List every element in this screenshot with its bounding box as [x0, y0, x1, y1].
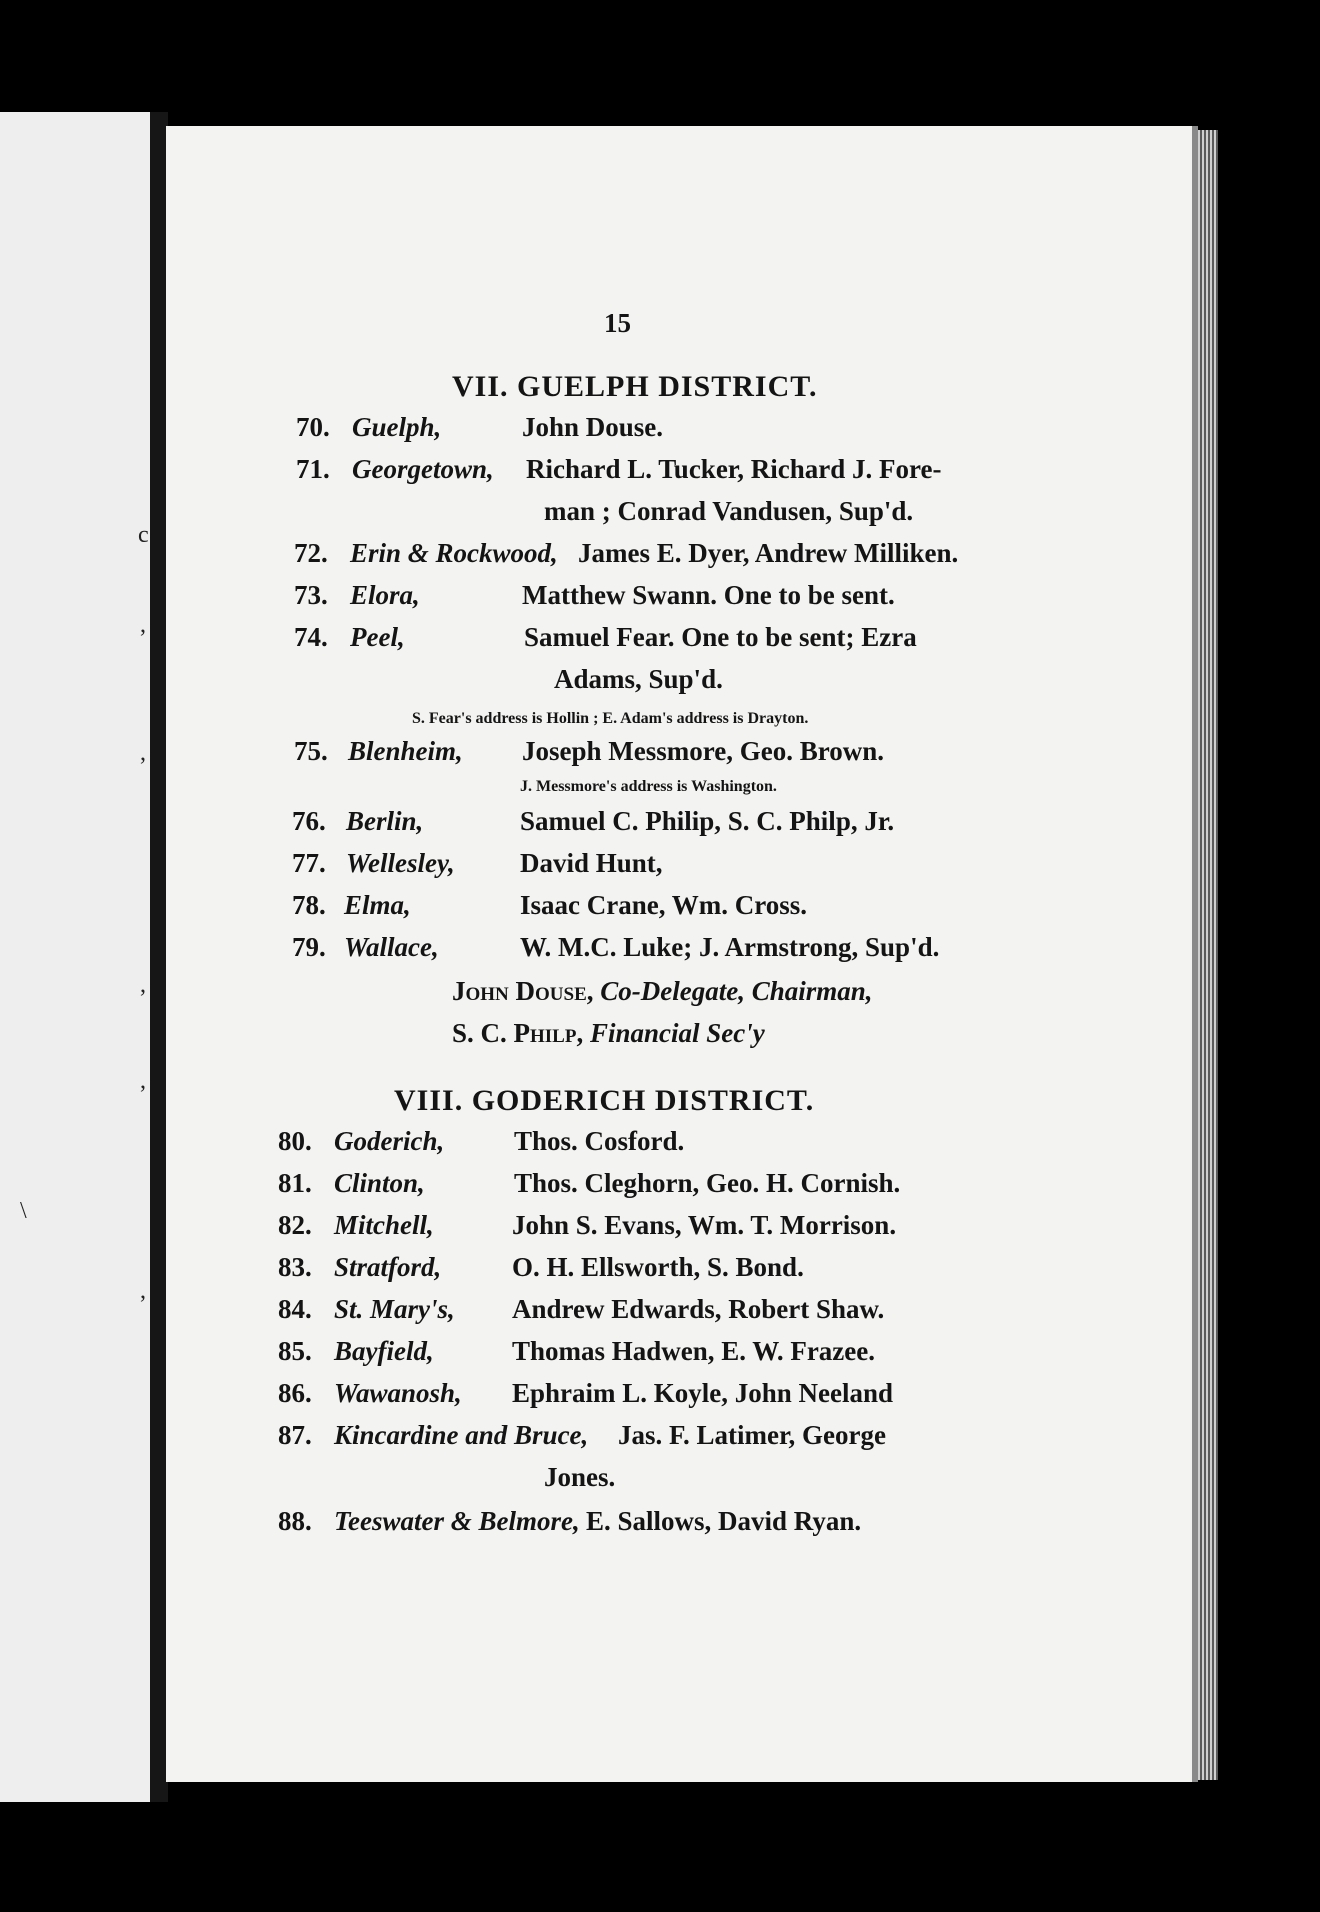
entry-continuation: man ; Conrad Vandusen, Sup'd.	[544, 496, 914, 526]
entry-number: 79.	[292, 932, 326, 962]
officer-line	[452, 976, 873, 1007]
entry-names: Samuel C. Philip, S. C. Philp, Jr.	[520, 806, 895, 836]
list-item	[166, 580, 1198, 620]
goderich-district-heading: VIII. GODERICH DISTRICT.	[394, 1084, 815, 1117]
entry-names: Ephraim L. Koyle, John Neeland	[512, 1378, 894, 1408]
list-item	[166, 1168, 1198, 1208]
entry-names: Isaac Crane, Wm. Cross.	[520, 890, 807, 920]
entry-place: Georgetown,	[352, 454, 494, 484]
page-edge	[1198, 130, 1218, 1780]
entry-names: W. M.C. Luke; J. Armstrong, Sup'd.	[520, 932, 940, 962]
entry-number: 73.	[294, 580, 328, 610]
entry-names: E. Sallows, David Ryan.	[586, 1506, 862, 1536]
entry-place: Guelph,	[352, 412, 442, 442]
officer-role: Financial Sec'y	[589, 1018, 765, 1048]
page	[166, 126, 1198, 1782]
entry-names: James E. Dyer, Andrew Milliken.	[578, 538, 959, 568]
address-note: J. Messmore's address is Washington.	[520, 778, 777, 795]
entry-place: Peel,	[350, 622, 405, 652]
list-item	[166, 1336, 1198, 1376]
entry-names: David Hunt,	[520, 848, 663, 878]
entry-number: 80.	[278, 1126, 312, 1156]
address-note: S. Fear's address is Hollin ; E. Adam's address is Drayton.	[412, 710, 809, 727]
list-item	[166, 1210, 1198, 1250]
entry-number: 78.	[292, 890, 326, 920]
list-item	[166, 736, 1198, 776]
entry-place: St. Mary's,	[334, 1294, 455, 1324]
list-item	[166, 890, 1198, 930]
margin-mark: ,	[140, 972, 146, 998]
entry-place: Teeswater & Belmore,	[334, 1506, 580, 1536]
entry-number: 75.	[294, 736, 328, 766]
entry-number: 84.	[278, 1294, 312, 1324]
officer-name: S. C. Philp,	[452, 1018, 584, 1048]
page-number: 15	[604, 308, 631, 338]
page-content	[166, 126, 1198, 1782]
entry-number: 87.	[278, 1420, 312, 1450]
entry-place: Wallace,	[344, 932, 439, 962]
list-item	[166, 1420, 1198, 1460]
entry-names: John Douse.	[522, 412, 664, 442]
entry-names: John S. Evans, Wm. T. Morrison.	[512, 1210, 897, 1240]
entry-number: 81.	[278, 1168, 312, 1198]
entry-number: 85.	[278, 1336, 312, 1366]
officer-role: Co-Delegate, Chairman,	[600, 976, 873, 1006]
entry-place: Wellesley,	[346, 848, 455, 878]
entry-number: 86.	[278, 1378, 312, 1408]
margin-mark: ,	[140, 1068, 146, 1094]
list-item	[166, 848, 1198, 888]
list-item	[166, 1252, 1198, 1292]
entry-continuation: Jones.	[544, 1462, 616, 1492]
entry-place: Elora,	[350, 580, 420, 610]
list-item	[166, 1378, 1198, 1418]
entry-number: 88.	[278, 1506, 312, 1536]
list-item	[166, 454, 1198, 494]
entry-number: 71.	[296, 454, 330, 484]
list-item	[166, 622, 1198, 662]
entry-names: O. H. Ellsworth, S. Bond.	[512, 1252, 804, 1282]
entry-number: 82.	[278, 1210, 312, 1240]
entry-names: Thos. Cleghorn, Geo. H. Cornish.	[514, 1168, 901, 1198]
entry-names: Andrew Edwards, Robert Shaw.	[512, 1294, 885, 1324]
entry-place: Elma,	[344, 890, 411, 920]
list-item	[166, 538, 1198, 578]
adjacent-page-strip	[0, 112, 150, 1802]
entry-names: Richard L. Tucker, Richard J. Fore-	[526, 454, 942, 484]
entry-number: 83.	[278, 1252, 312, 1282]
entry-names: Thomas Hadwen, E. W. Frazee.	[512, 1336, 876, 1366]
margin-mark: ,	[140, 740, 146, 766]
list-item	[166, 412, 1198, 452]
entry-number: 70.	[296, 412, 330, 442]
entry-place: Clinton,	[334, 1168, 425, 1198]
entry-number: 74.	[294, 622, 328, 652]
entry-place: Erin & Rockwood,	[350, 538, 558, 568]
list-item	[166, 932, 1198, 972]
entry-names: Joseph Messmore, Geo. Brown.	[522, 736, 884, 766]
list-item	[166, 1126, 1198, 1166]
entry-continuation: Adams, Sup'd.	[554, 664, 723, 694]
entry-number: 77.	[292, 848, 326, 878]
entry-names: Thos. Cosford.	[514, 1126, 685, 1156]
list-item	[166, 1506, 1198, 1546]
entry-place: Mitchell,	[334, 1210, 434, 1240]
margin-mark: ,	[140, 1278, 146, 1304]
officer-line	[452, 1018, 765, 1049]
entry-place: Bayfield,	[334, 1336, 434, 1366]
entry-place: Wawanosh,	[334, 1378, 462, 1408]
margin-mark: ,	[140, 612, 146, 638]
entry-place: Kincardine and Bruce,	[334, 1420, 589, 1450]
entry-place: Stratford,	[334, 1252, 442, 1282]
entry-number: 72.	[294, 538, 328, 568]
entry-place: Berlin,	[346, 806, 424, 836]
margin-mark: \	[20, 1198, 27, 1224]
entry-number: 76.	[292, 806, 326, 836]
officer-name: John Douse,	[452, 976, 594, 1006]
entry-names: Matthew Swann. One to be sent.	[522, 580, 895, 610]
list-item	[166, 1294, 1198, 1334]
entry-names: Samuel Fear. One to be sent; Ezra	[524, 622, 917, 652]
entry-place: Blenheim,	[348, 736, 463, 766]
entry-names: Jas. F. Latimer, George	[618, 1420, 886, 1450]
entry-place: Goderich,	[334, 1126, 445, 1156]
list-item	[166, 806, 1198, 846]
guelph-district-heading: VII. GUELPH DISTRICT.	[452, 370, 818, 403]
margin-mark: c	[138, 522, 149, 548]
